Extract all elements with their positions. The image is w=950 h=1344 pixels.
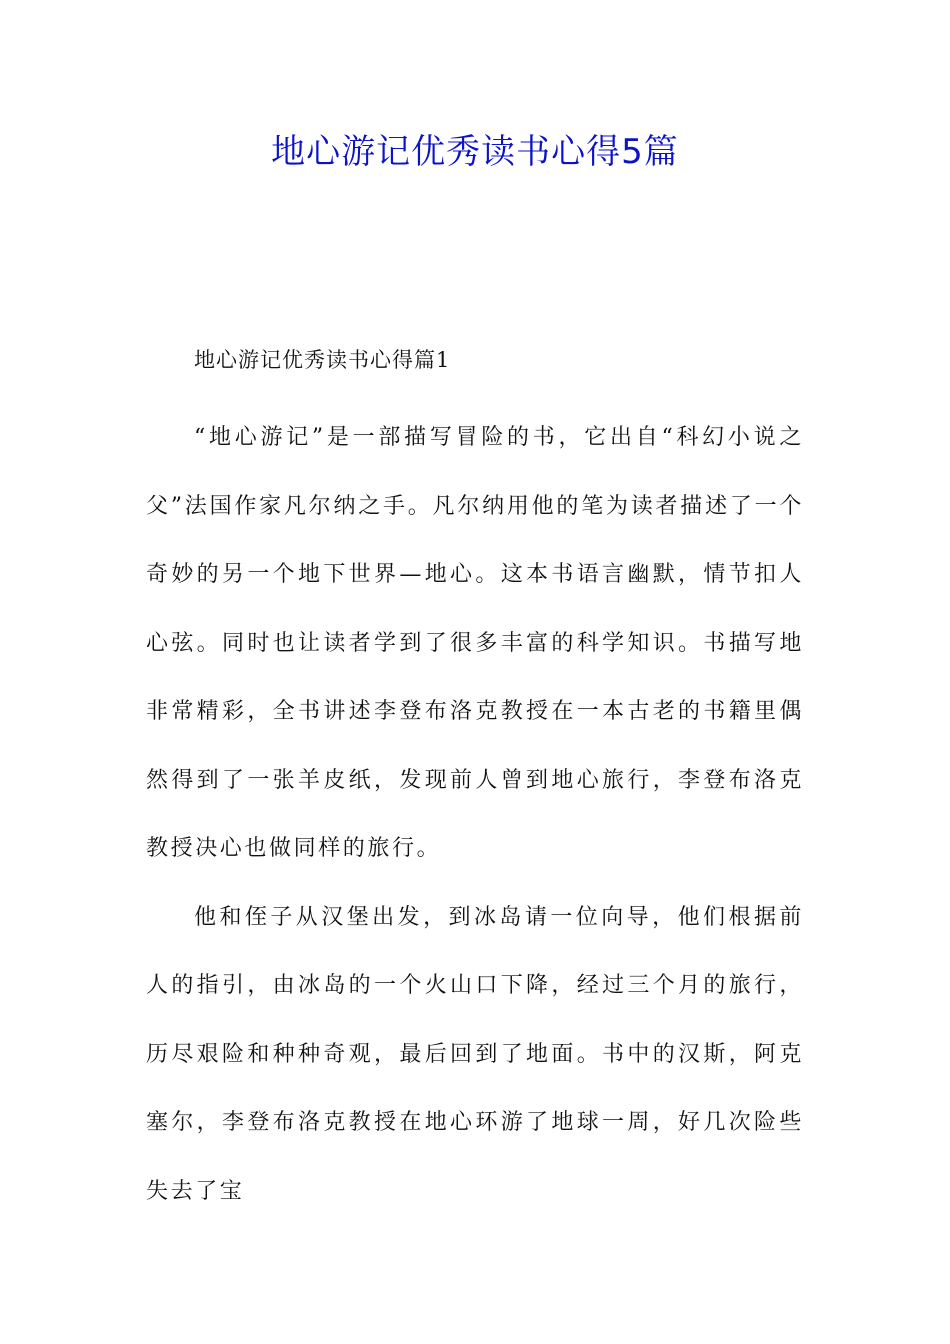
section-heading: 地心游记优秀读书心得篇1 <box>194 348 451 372</box>
document-body <box>146 340 804 1226</box>
paragraph-1: “地心游记”是一部描写冒险的书，它出自“科幻小说之父”法国作家凡尔纳之手。凡尔纳用他的笔为读者描述了一个奇妙的另一个地下世界—地心。这本书语言幽默，情节扣人心弦。同时也让读者学到了很多丰富的科学知识。书描写地非常精彩，全书讲述李登布洛克教授在一本古老的书籍里偶然得到了一张羊皮纸，发现前人曾到地心旅行，李登布洛克教授决心也做同样的旅行。 <box>146 425 804 861</box>
page-title: 地心游记优秀读书心得5篇 <box>271 132 679 172</box>
paragraph-2: 他和侄子从汉堡出发，到冰岛请一位向导，他们根据前人的指引，由冰岛的一个火山口下降，经过三个月的旅行，历尽艰险和种种奇观，最后回到了地面。书中的汉斯，阿克塞尔，李登布洛克教授在地心环游了地球一周，好几次险些失去了宝 <box>146 904 804 1204</box>
